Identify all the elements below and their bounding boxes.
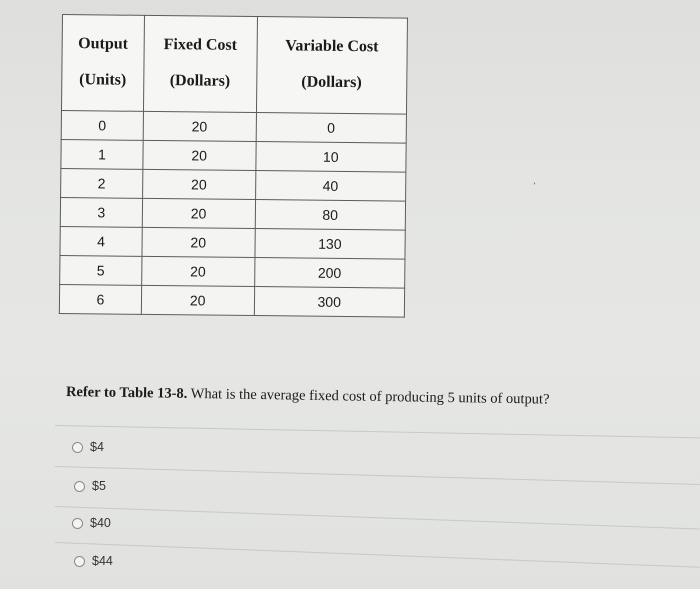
cell-output: 2: [61, 168, 143, 198]
table-row: [61, 168, 406, 201]
cell-output: 4: [60, 226, 142, 256]
answer-option-label: $44: [92, 554, 113, 568]
cell-variable-cost: 10: [255, 142, 406, 173]
header-variable-cost-unit: (Dollars): [301, 73, 362, 92]
question-text: [66, 384, 550, 409]
cell-variable-cost: 300: [254, 287, 405, 318]
divider: [55, 542, 700, 568]
answer-option-label: $40: [90, 516, 111, 530]
cell-fixed-cost: 20: [143, 111, 256, 141]
radio-button[interactable]: [74, 481, 85, 492]
table-row: [61, 110, 406, 143]
header-output: [61, 15, 144, 112]
table-row: [60, 197, 405, 230]
answer-option-label: $4: [90, 440, 104, 454]
answer-option-1[interactable]: [72, 440, 104, 454]
radio-button[interactable]: [72, 442, 83, 453]
table-header-row: [61, 15, 407, 115]
cell-fixed-cost: 20: [143, 140, 256, 170]
table-row: [60, 226, 405, 259]
cell-fixed-cost: 20: [142, 227, 255, 257]
header-fixed-cost-unit: (Dollars): [169, 72, 231, 90]
header-fixed-cost-title: Fixed Cost: [163, 36, 238, 54]
header-output-title: Output: [78, 35, 129, 53]
cell-output: 0: [61, 110, 143, 140]
cell-output: 5: [60, 255, 142, 285]
cell-output: 3: [60, 197, 142, 227]
cell-fixed-cost: 20: [141, 285, 254, 315]
cell-fixed-cost: 20: [141, 256, 254, 286]
header-fixed-cost: [143, 15, 257, 112]
answer-option-2[interactable]: [74, 479, 106, 493]
answer-option-3[interactable]: [72, 516, 111, 530]
header-variable-cost-title: Variable Cost: [285, 37, 379, 56]
cell-variable-cost: 40: [255, 171, 406, 202]
answer-option-label: $5: [92, 479, 106, 493]
table-row: [60, 255, 405, 288]
cell-output: 1: [61, 139, 143, 169]
radio-button[interactable]: [74, 556, 85, 567]
divider: [55, 506, 700, 530]
cell-variable-cost: 130: [254, 229, 405, 260]
question-body: What is the average fixed cost of producing 5 units of output?: [187, 385, 550, 408]
header-output-unit: (Units): [79, 71, 127, 89]
cell-variable-cost: 0: [256, 113, 407, 144]
stray-mark: ’: [533, 182, 536, 192]
cell-fixed-cost: 20: [142, 198, 255, 228]
cell-variable-cost: 80: [255, 200, 406, 231]
cost-table: [59, 14, 408, 318]
table-row: [61, 139, 406, 172]
cell-output: 6: [59, 284, 141, 314]
answer-option-4[interactable]: [74, 554, 113, 568]
header-variable-cost: [256, 17, 407, 115]
question-reference: Refer to Table 13-8.: [65, 384, 188, 402]
divider: [55, 466, 700, 485]
divider: [55, 425, 700, 438]
radio-button[interactable]: [72, 518, 83, 529]
cell-fixed-cost: 20: [142, 169, 255, 199]
cell-variable-cost: 200: [254, 258, 405, 289]
table-row: [59, 284, 404, 317]
